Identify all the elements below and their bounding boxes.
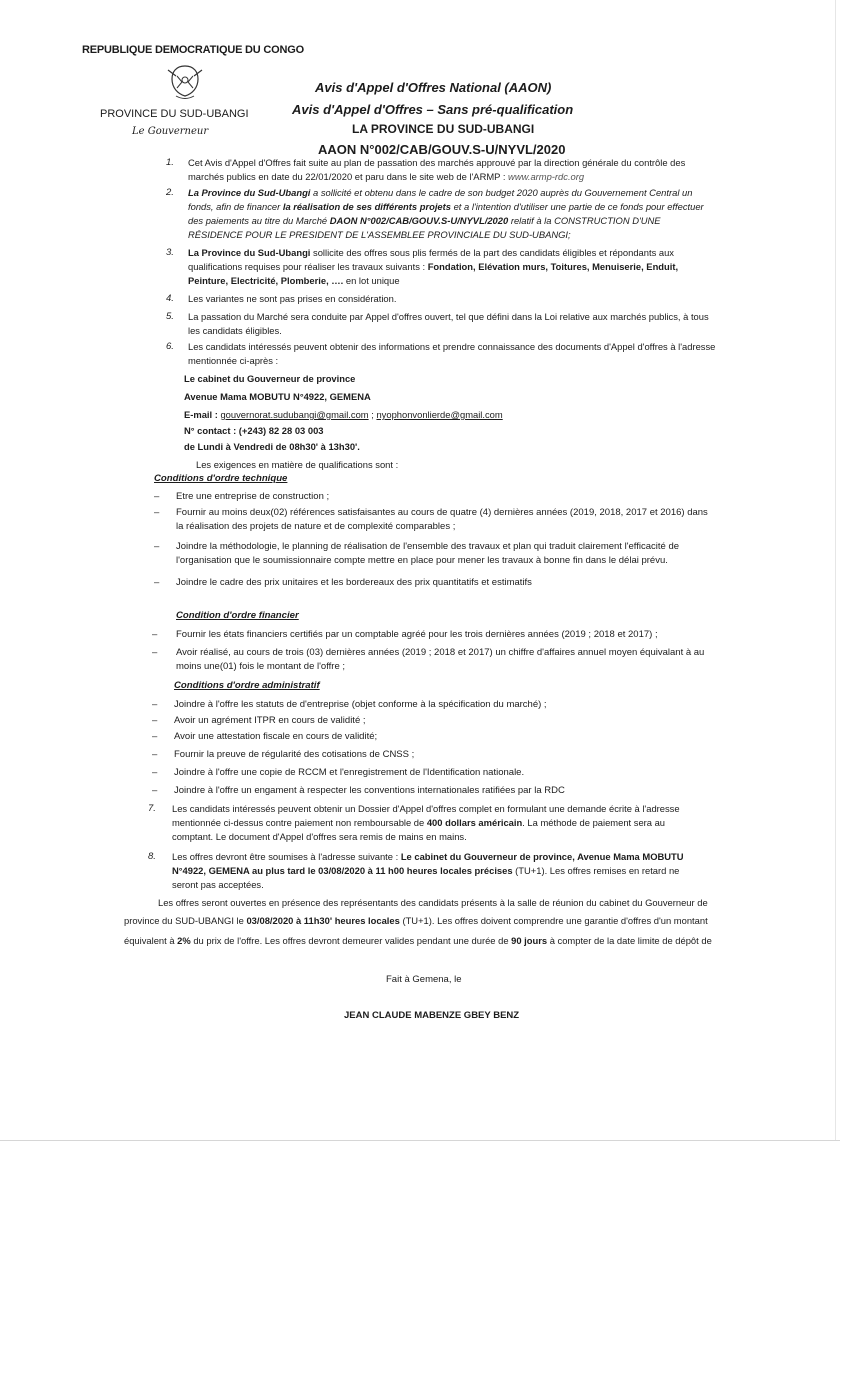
- address-contact: N° contact : (+243) 82 28 03 003: [184, 425, 324, 436]
- item-number-2: 2.: [166, 187, 174, 198]
- technical-bullet-2: Fournir au moins deux(02) références satisfaisantes au cours de quatre (4) dernières années (2019, 2018, 2017 et 2016) dans la réalisation des projets de nature et de complexité comparables ;: [176, 507, 708, 532]
- bullet-dash: –: [154, 577, 160, 588]
- email-separator: ;: [368, 409, 377, 420]
- item-5: La passation du Marché sera conduite par Appel d'offres ouvert, tel que défini dans la Loi relative aux marchés publics, à tous les candidats éligibles.: [188, 311, 709, 336]
- scan-bottom-line: [0, 1140, 840, 1141]
- technical-bullet-1: Etre une entreprise de construction ;: [176, 491, 330, 502]
- bullet-dash: –: [154, 491, 160, 502]
- administrative-bullet-5: Joindre à l'offre une copie de RCCM et l'enregistrement de l'Identification nationale.: [174, 767, 525, 778]
- item-3-province: La Province du Sud-Ubangi: [188, 247, 311, 258]
- coat-of-arms-icon: [162, 62, 208, 102]
- bullet-dash: –: [152, 699, 158, 710]
- item-8-deadline: Le cabinet du Gouverneur de province, Avenue Mama MOBUTU N°4922, GEMENA au plus tard le 03/08/2020 à 11 h00 heures locales précises: [172, 851, 684, 876]
- item-number-6: 6.: [166, 341, 174, 352]
- bullet-dash: –: [154, 541, 160, 552]
- item-2-market-ref: DAON N°002/CAB/GOUV.S-U/NYVL/2020: [329, 215, 509, 226]
- opening-date: 03/08/2020 à 11h30' heures locales: [246, 915, 400, 926]
- administrative-heading: Conditions d'ordre administratif: [174, 680, 320, 691]
- signatory-name: JEAN CLAUDE MABENZE GBEY BENZ: [344, 1010, 520, 1021]
- address-hours: de Lundi à Vendredi de 08h30' à 13h30'.: [184, 441, 360, 452]
- governor-handwritten-label: Le Gouverneur: [132, 126, 209, 137]
- administrative-bullet-3: Avoir une attestation fiscale en cours de validité;: [174, 731, 378, 742]
- opening-line-1: Les offres seront ouvertes en présence des représentants des candidats présents à la salle de réunion du cabinet du Gouverneur de: [158, 897, 708, 908]
- title-reference-number: AAON N°002/CAB/GOUV.S-U/NYVL/2020: [318, 142, 566, 157]
- title-province: LA PROVINCE DU SUD-UBANGI: [352, 122, 535, 136]
- item-8-text-b: (TU+1). Les offres remises en retard ne seront pas acceptées.: [172, 865, 680, 890]
- item-2-text-b: et a l'intention d'utiliser une partie de ce fonds pour effectuer des paiements au titre du Marché: [188, 201, 704, 226]
- financial-bullet-2: Avoir réalisé, au cours de trois (03) dernières années (2019 ; 2018 et 2017) un chiffre d'affaires annuel moyen équivalant à au moins une(01) fois le montant de l'offre ;: [176, 647, 705, 672]
- item-7-price: 400 dollars américain: [426, 817, 523, 828]
- administrative-bullet-6: Joindre à l'offre un engament à respecter les conventions internationales ratifiées par la RDC: [174, 785, 565, 796]
- item-2-text-c: relatif à la CONSTRUCTION D'UNE RÉSIDENCE POUR LE PRESIDENT DE L'ASSEMBLEE PROVINCIALE DU SUD-UBANGI;: [188, 215, 661, 240]
- guarantee-percent: 2%: [177, 935, 191, 946]
- bullet-dash: –: [152, 715, 158, 726]
- item-2-text-a: a sollicité et obtenu dans le cadre de son budget 2020 auprès du Gouvernement Central un fonds, afin de financer: [188, 187, 693, 212]
- bullet-dash: –: [152, 731, 158, 742]
- item-2-province: La Province du Sud-Ubangi: [188, 187, 311, 198]
- item-number-4: 4.: [166, 293, 174, 304]
- address-office: Le cabinet du Gouverneur de province: [184, 373, 356, 384]
- administrative-bullet-1: Joindre à l'offre les statuts de d'entreprise (objet conforme à la spécification du marché) ;: [174, 699, 547, 710]
- address-street: Avenue Mama MOBUTU N°4922, GEMENA: [184, 391, 371, 402]
- signing-place: Fait à Gemena, le: [386, 974, 462, 985]
- item-number-7: 7.: [148, 803, 156, 814]
- opening-text-e: à compter de la date limite de dépôt de: [547, 935, 712, 946]
- item-3-lot: en lot unique: [343, 275, 400, 286]
- item-8-text-a: Les offres devront être soumises à l'adresse suivante :: [172, 851, 401, 862]
- item-8: [172, 850, 700, 892]
- item-7: [172, 802, 700, 844]
- validity-duration: 90 jours: [511, 935, 548, 946]
- opening-text-a: province du SUD-UBANGI le: [124, 915, 247, 926]
- opening-text-d: du prix de l'offre. Les offres devront demeurer valides pendant une durée de: [190, 935, 512, 946]
- item-3: [188, 246, 716, 288]
- qualification-intro: Les exigences en matière de qualifications sont :: [196, 459, 399, 470]
- item-number-1: 1.: [166, 157, 174, 168]
- item-number-5: 5.: [166, 311, 174, 322]
- title-sans-prequalification: Avis d'Appel d'Offres – Sans pré-qualification: [292, 102, 574, 117]
- item-6: Les candidats intéressés peuvent obtenir des informations et prendre connaissance des documents d'Appel d'offres à l'adresse mentionnée ci-après :: [188, 341, 716, 366]
- item-1: [188, 156, 716, 184]
- item-2: [188, 186, 716, 242]
- country-header: REPUBLIQUE DEMOCRATIQUE DU CONGO: [82, 44, 304, 56]
- province-header: PROVINCE DU SUD-UBANGI: [100, 108, 249, 120]
- financial-heading: Condition d'ordre financier: [176, 610, 299, 621]
- item-1-text: Cet Avis d'Appel d'Offres fait suite au plan de passation des marchés approuvé par la direction générale du contrôle des marchés publics en date du 22/01/2020 et paru dans le site web de l'ARMP :: [188, 157, 686, 182]
- address-email: [184, 408, 503, 422]
- opening-line-3: [124, 934, 712, 948]
- email-label: E-mail :: [184, 409, 221, 420]
- financial-bullet-1: Fournir les états financiers certifiés par un comptable agréé pour les trois dernières années (2019 ; 2018 et 2017) ;: [176, 629, 658, 640]
- item-number-8: 8.: [148, 851, 156, 862]
- item-2-projects: la réalisation de ses différents projets: [282, 201, 451, 212]
- technical-heading: Conditions d'ordre technique: [154, 473, 288, 484]
- bullet-dash: –: [154, 507, 160, 518]
- bullet-dash: –: [152, 767, 158, 778]
- bullet-dash: –: [152, 749, 158, 760]
- item-3-works: Fondation, Elévation murs, Toitures, Menuiserie, Enduit, Peinture, Electricité, Plomberie, ….: [188, 261, 679, 286]
- opening-line-2: [124, 914, 708, 928]
- item-4: Les variantes ne sont pas prises en considération.: [188, 293, 397, 304]
- item-3-text: sollicite des offres sous plis fermés de la part des candidats éligibles et répondants aux qualifications requises pour réaliser les travaux suivants :: [188, 247, 674, 272]
- administrative-bullet-2: Avoir un agrément ITPR en cours de validité ;: [174, 715, 366, 726]
- email-link-1[interactable]: gouvernorat.sudubangi@gmail.com: [220, 409, 369, 420]
- scan-edge-line: [835, 0, 836, 1140]
- armp-link[interactable]: www.armp-rdc.org: [508, 171, 585, 182]
- item-7-text-a: Les candidats intéressés peuvent obtenir un Dossier d'Appel d'offres complet en formulant une demande écrite à l'adresse mentionnée ci-dessus contre paiement non remboursable de: [172, 803, 680, 828]
- technical-bullet-3: Joindre la méthodologie, le planning de réalisation de l'ensemble des travaux et plan qui traduit clairement l'efficacité de l'organisation que le soumissionnaire compte mettre en place pour mener les travaux à bonne fin dans le délai prévu.: [176, 541, 680, 566]
- opening-text-c: équivalent à: [124, 935, 178, 946]
- item-number-3: 3.: [166, 247, 174, 258]
- bullet-dash: –: [152, 647, 158, 658]
- email-link-2[interactable]: nyophonvonlierde@gmail.com: [376, 409, 503, 420]
- bullet-dash: –: [152, 629, 158, 640]
- title-aaon: Avis d'Appel d'Offres National (AAON): [315, 80, 552, 95]
- technical-bullet-4: Joindre le cadre des prix unitaires et les bordereaux des prix quantitatifs et estimatifs: [176, 577, 532, 588]
- bullet-dash: –: [152, 785, 158, 796]
- opening-text-b: (TU+1). Les offres doivent comprendre une garantie d'offres d'un montant: [399, 915, 708, 926]
- administrative-bullet-4: Fournir la preuve de régularité des cotisations de CNSS ;: [174, 749, 415, 760]
- item-7-text-b: . La méthode de paiement sera au comptant. Le document d'Appel d'offres sera remis de mains en mains.: [172, 817, 666, 842]
